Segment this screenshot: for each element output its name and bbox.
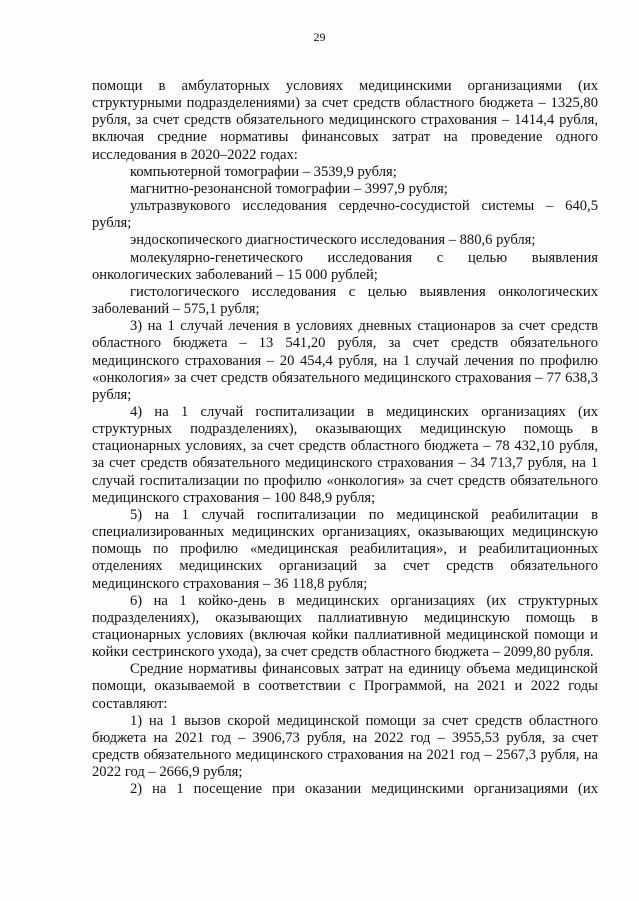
paragraph: 4) на 1 случай госпитализации в медицинских организациях (их структурных подразделениях), оказывающих медицинскую помощь в стационарных условиях, за счет средств областного бюджета – 78 432,10 рубля, за счет средств обязательного медицинского страхования – 34 713,7 рубля, на 1 случай госпитализации по профилю «онкология» за счет средств обязательного медицинского страхования – 100 848,9 рубля; bbox=[92, 403, 598, 506]
paragraph: 2) на 1 посещение при оказании медицинскими организациями (их bbox=[130, 781, 598, 798]
list-item: молекулярно-генетического исследования с целью выявления онкологических заболеваний – 15 000 рублей; bbox=[92, 249, 598, 283]
paragraph: 1) на 1 вызов скорой медицинской помощи за счет средств областного бюджета на 2021 год – 3906,73 рубля, на 2022 год – 3955,53 рубля, за счет средств обязательного медицинского страхования на 2021 год – 2567,3 рубля, на 2022 год – 2666,9 рубля; bbox=[92, 712, 598, 781]
paragraph: 3) на 1 случай лечения в условиях дневных стационаров за счет средств областного бюджета – 13 541,20 рубля, за счет средств обязательного медицинского страхования – 20 454,4 рубля, на 1 случай лечения по профилю «онкология» за счет средств обязательного медицинского страхования – 77 638,3 рубля; bbox=[92, 318, 598, 403]
paragraph: 6) на 1 койко-день в медицинских организациях (их структурных подразделениях), оказывающих паллиативную медицинскую помощь в стационарных условиях (включая койки паллиативной медицинской помощи и койки сестринского ухода), за счет средств областного бюджета – 2099,80 рубля. bbox=[92, 592, 598, 661]
paragraph: помощи в амбулаторных условиях медицинскими организациями (их структурными подразделениями) за счет средств областного бюджета – 1325,80 рубля, за счет средств обязательного медицинского страхования – 1414,4 рубля, включая средние нормативы финансовых затрат на проведение одного исследования в 2020–2022 годах: bbox=[92, 78, 598, 163]
document-body bbox=[92, 78, 598, 799]
paragraph: Средние нормативы финансовых затрат на единицу объема медицинской помощи, оказываемой в соответствии с Программой, на 2021 и 2022 годы составляют: bbox=[92, 661, 598, 712]
page-number: 29 bbox=[313, 30, 326, 44]
paragraph: 5) на 1 случай госпитализации по медицинской реабилитации в специализированных медицинских организациях, оказывающих медицинскую помощь по профилю «медицинская реабилитация», и реабилитационных отделениях медицинских организаций за счет средств обязательного медицинского страхования – 36 118,8 рубля; bbox=[92, 506, 598, 592]
list-item: магнитно-резонансной томографии – 3997,9 рубля; bbox=[130, 180, 448, 197]
list-item: компьютерной томографии – 3539,9 рубля; bbox=[130, 163, 397, 180]
list-item: ультразвукового исследования сердечно-сосудистой системы – 640,5 рубля; bbox=[92, 198, 598, 232]
list-item: гистологического исследования с целью выявления онкологических заболеваний – 575,1 рубля; bbox=[92, 283, 598, 318]
list-item: эндоскопического диагностического исследования – 880,6 рубля; bbox=[130, 232, 536, 249]
